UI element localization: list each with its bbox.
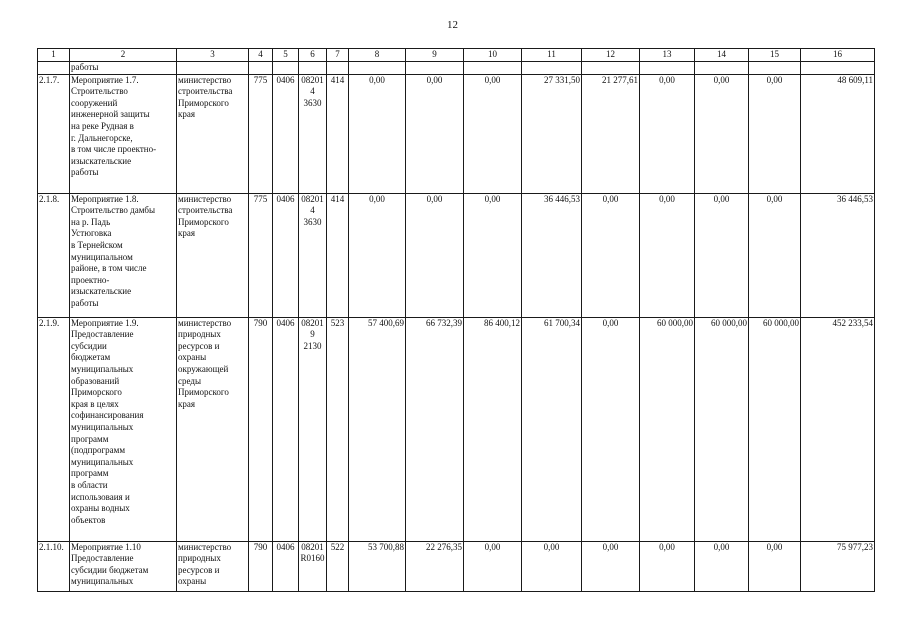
col-header: 2 xyxy=(70,49,177,62)
executor: министерство природных ресурсов и охраны окружающей среды Приморского края xyxy=(177,317,249,541)
value-col-14: 0,00 xyxy=(695,193,749,317)
row-id: 2.1.7. xyxy=(38,74,70,193)
csr-code: 082019 2130 xyxy=(299,317,327,541)
page-number: 12 xyxy=(447,19,458,31)
executor: министерство строительства Приморского края xyxy=(177,193,249,317)
value-col-10: 86 400,12 xyxy=(464,317,522,541)
value-col-8: 0,00 xyxy=(349,74,406,193)
activity-name: Мероприятие 1.10 Предоставление субсидии бюджетам муниципальных xyxy=(70,541,177,591)
row-id: 2.1.9. xyxy=(38,317,70,541)
value-col-10: 0,00 xyxy=(464,193,522,317)
value-col-12: 21 277,61 xyxy=(582,74,640,193)
rzpr-code: 0406 xyxy=(273,74,299,193)
rzpr-code: 0406 xyxy=(273,317,299,541)
value-col-8: 0,00 xyxy=(349,193,406,317)
value-col-16-total: 36 446,53 xyxy=(801,193,875,317)
activity-name: Мероприятие 1.9. Предоставление субсидии бюджетам муниципальных образований Приморского края в целях софинансирования муниципальных программ (подпрограмм муниципальных программ в области использоваия и охраны водных объектов xyxy=(70,317,177,541)
value-col-11: 27 331,50 xyxy=(522,74,582,193)
csr-code: 082014 3630 xyxy=(299,74,327,193)
value-col-8: 57 400,69 xyxy=(349,317,406,541)
col-header: 7 xyxy=(327,49,349,62)
col-header: 11 xyxy=(522,49,582,62)
table-row xyxy=(38,317,875,541)
value-col-9: 22 276,35 xyxy=(406,541,464,591)
grbs-code: 775 xyxy=(249,193,273,317)
col-header: 9 xyxy=(406,49,464,62)
value-col-16-total: 48 609,11 xyxy=(801,74,875,193)
grbs-code: 775 xyxy=(249,74,273,193)
value-col-15: 0,00 xyxy=(749,74,801,193)
value-col-14: 0,00 xyxy=(695,541,749,591)
value-col-11: 36 446,53 xyxy=(522,193,582,317)
activity-name: Мероприятие 1.8. Строительство дамбы на р. Падь Устюговка в Тернейском муниципальном районе, в том числе проектно- изыскательские работы xyxy=(70,193,177,317)
value-col-11: 0,00 xyxy=(522,541,582,591)
continuation-row xyxy=(38,62,875,75)
value-col-11: 61 700,34 xyxy=(522,317,582,541)
row-id: 2.1.8. xyxy=(38,193,70,317)
value-col-16-total: 75 977,23 xyxy=(801,541,875,591)
vr-code: 523 xyxy=(327,317,349,541)
col-header: 6 xyxy=(299,49,327,62)
col-header: 3 xyxy=(177,49,249,62)
rzpr-code: 0406 xyxy=(273,193,299,317)
vr-code: 414 xyxy=(327,193,349,317)
value-col-8: 53 700,88 xyxy=(349,541,406,591)
value-col-12: 0,00 xyxy=(582,541,640,591)
value-col-12: 0,00 xyxy=(582,317,640,541)
value-col-13: 60 000,00 xyxy=(640,317,695,541)
value-col-13: 0,00 xyxy=(640,193,695,317)
col-header: 14 xyxy=(695,49,749,62)
value-col-9: 0,00 xyxy=(406,193,464,317)
table-row xyxy=(38,74,875,193)
column-number-row xyxy=(38,49,875,62)
value-col-9: 66 732,39 xyxy=(406,317,464,541)
value-col-16-total: 452 233,54 xyxy=(801,317,875,541)
csr-code: 082014 3630 xyxy=(299,193,327,317)
value-col-13: 0,00 xyxy=(640,74,695,193)
row-id: 2.1.10. xyxy=(38,541,70,591)
activity-name: Мероприятие 1.7. Строительство сооружений инженерной защиты на реке Рудная в г. Дальнегорске, в том числе проектно- изыскательские работы xyxy=(70,74,177,193)
col-header: 13 xyxy=(640,49,695,62)
vr-code: 522 xyxy=(327,541,349,591)
col-header: 12 xyxy=(582,49,640,62)
col-header: 8 xyxy=(349,49,406,62)
vr-code: 414 xyxy=(327,74,349,193)
col-header: 1 xyxy=(38,49,70,62)
value-col-10: 0,00 xyxy=(464,74,522,193)
col-header: 16 xyxy=(801,49,875,62)
grbs-code: 790 xyxy=(249,541,273,591)
executor: министерство строительства Приморского края xyxy=(177,74,249,193)
grbs-code: 790 xyxy=(249,317,273,541)
col-header: 10 xyxy=(464,49,522,62)
continued-text: работы xyxy=(70,62,177,75)
rzpr-code: 0406 xyxy=(273,541,299,591)
value-col-12: 0,00 xyxy=(582,193,640,317)
table-row xyxy=(38,541,875,591)
value-col-9: 0,00 xyxy=(406,74,464,193)
value-col-13: 0,00 xyxy=(640,541,695,591)
col-header: 5 xyxy=(273,49,299,62)
table-row xyxy=(38,193,875,317)
col-header: 4 xyxy=(249,49,273,62)
value-col-14: 60 000,00 xyxy=(695,317,749,541)
value-col-15: 0,00 xyxy=(749,193,801,317)
value-col-10: 0,00 xyxy=(464,541,522,591)
executor: министерство природных ресурсов и охраны xyxy=(177,541,249,591)
value-col-14: 0,00 xyxy=(695,74,749,193)
value-col-15: 0,00 xyxy=(749,541,801,591)
csr-code: 08201 R0160 xyxy=(299,541,327,591)
budget-table xyxy=(37,48,875,592)
col-header: 15 xyxy=(749,49,801,62)
value-col-15: 60 000,00 xyxy=(749,317,801,541)
